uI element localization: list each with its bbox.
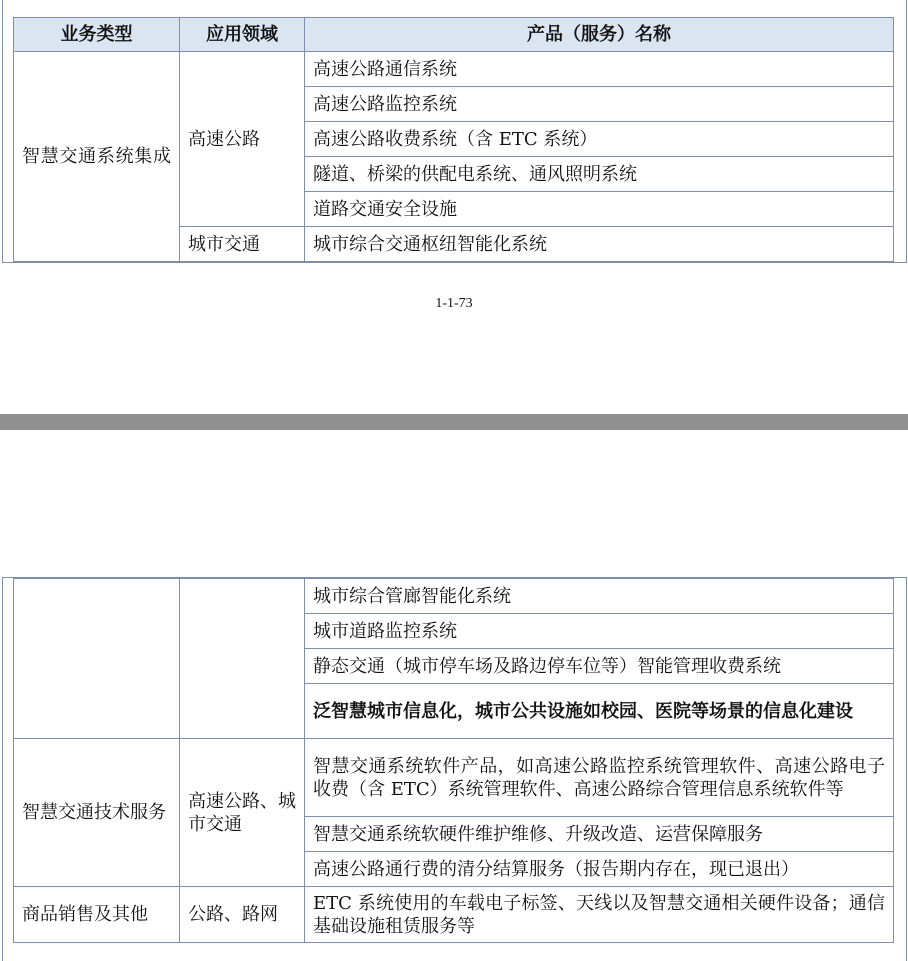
product-cell: ETC 系统使用的车载电子标签、天线以及智慧交通相关硬件设备；通信基础设施租赁服务等 [305, 887, 894, 943]
product-cell: 高速公路通行费的清分结算服务（报告期内存在，现已退出） [305, 852, 894, 887]
product-cell: 智慧交通系统软件产品，如高速公路监控系统管理软件、高速公路电子收费（含 ETC）系统管理软件、高速公路综合管理信息系统软件等 [305, 739, 894, 817]
business-type-cell-continued [14, 579, 180, 739]
business-type-cell [14, 887, 180, 943]
application-field-cell: 高速公路 [180, 52, 305, 227]
product-cell: 城市综合交通枢纽智能化系统 [305, 227, 894, 262]
product-cell: 城市综合管廊智能化系统 [305, 579, 894, 614]
business-type-text: 商品销售及其他 [22, 904, 148, 925]
table-row [14, 887, 894, 943]
product-cell: 智慧交通系统软硬件维护维修、升级改造、运营保障服务 [305, 817, 894, 852]
application-field-cell: 公路、路网 [180, 887, 305, 943]
product-cell: 高速公路收费系统（含 ETC 系统） [305, 122, 894, 157]
header-application-field: 应用领域 [180, 18, 305, 52]
table-row [14, 739, 894, 817]
product-cell: 城市道路监控系统 [305, 614, 894, 649]
application-field-cell: 城市交通 [180, 227, 305, 262]
product-cell: 静态交通（城市停车场及路边停车位等）智能管理收费系统 [305, 649, 894, 684]
application-field-cell: 高速公路、城市交通 [180, 739, 305, 887]
table-row [14, 579, 894, 614]
product-cell: 道路交通安全设施 [305, 192, 894, 227]
business-type-cell [14, 52, 180, 262]
product-cell: 隧道、桥梁的供配电系统、通风照明系统 [305, 157, 894, 192]
application-field-cell-continued [180, 579, 305, 739]
header-business-type: 业务类型 [14, 18, 180, 52]
product-cell: 高速公路通信系统 [305, 52, 894, 87]
table-row [14, 52, 894, 87]
table-header-row [14, 18, 894, 52]
page-divider [0, 414, 908, 430]
product-cell: 高速公路监控系统 [305, 87, 894, 122]
business-table-top [13, 17, 894, 262]
business-type-text: 智慧交通技术服务 [22, 802, 166, 823]
header-product-name: 产品（服务）名称 [305, 18, 894, 52]
business-type-text: 智慧交通系统集成 [22, 146, 171, 167]
product-cell: 泛智慧城市信息化，城市公共设施如校园、医院等场景的信息化建设 [305, 684, 894, 739]
business-type-cell [14, 739, 180, 887]
page-number: 1-1-73 [435, 296, 473, 311]
business-table-bottom [13, 578, 894, 943]
